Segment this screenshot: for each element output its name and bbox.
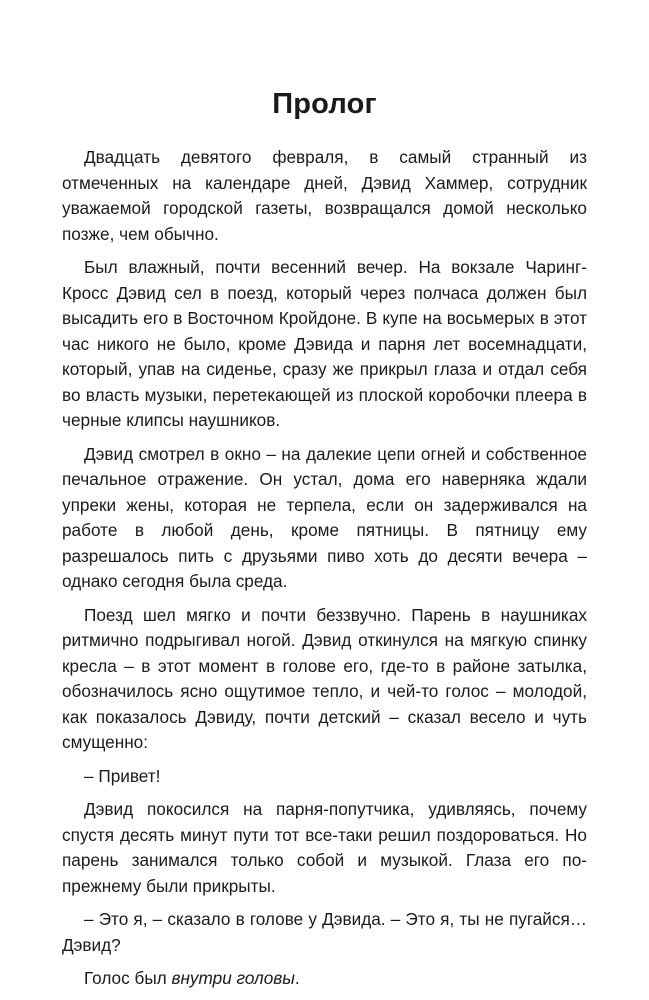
paragraph-2: Был влажный, почти весенний вечер. На вокзале Чаринг-Кросс Дэвид сел в поезд, который через полчаса должен был высадить его в Восточном Кройдоне. В купе на восьмерых в этот час никого не было, кроме Дэвида и парня лет восемнадцати, который, упав на сиденье, сразу же прикрыл глаза и отдал себя во власть музыки, перетекающей из плоской коробочки плеера в черные клипсы наушников. (62, 257, 587, 430)
paragraph-1: Двадцать девятого февраля, в самый странный из отмеченных на календаре дней, Дэвид Хаммер, сотрудник уважаемой городской газеты, возвращался домой несколько позже, чем обычно. (62, 147, 587, 244)
book-page (62, 0, 587, 1000)
chapter-text (62, 145, 587, 1000)
paragraph-8-emphasis: внутри головы (171, 968, 295, 988)
paragraph-8-prefix: Голос был (84, 968, 172, 988)
paragraph-8-suffix: . (294, 968, 300, 988)
chapter-title: Пролог (272, 88, 377, 120)
paragraph-5-greeting: – Привет! (84, 765, 161, 786)
paragraph-7-dialogue: – Это я, – сказало в голове у Дэвида. – Это я, ты не пугайся… Дэвид? (62, 909, 587, 955)
paragraph-6: Дэвид покосился на парня-попутчика, удивляясь, почему спустя десять минут пути тот все-таки решил поздороваться. Но парень занимался только собой и музыкой. Глаза его по-прежнему были прикрыты. (62, 799, 587, 896)
paragraph-4: Поезд шел мягко и почти беззвучно. Парень в наушниках ритмично подрыгивал ногой. Дэвид откинулся на мягкую спинку кресла – в этот момент в голове его, где-то в районе затылка, обозначилось ясно ощутимое тепло, и чей-то голос – молодой, как показалось Дэвиду, почти детский – сказал весело и чуть смущенно: (62, 604, 587, 752)
paragraph-8 (62, 966, 587, 992)
paragraph-3: Дэвид смотрел в окно – на далекие цепи огней и собственное печальное отражение. Он устал, дома его наверняка ждали упреки жены, которая не терпела, если он задерживался на работе в любой день, кроме пятницы. В пятницу ему разрешалось пить с друзьями пиво хоть до десяти вечера – однако сегодня была среда. (62, 443, 587, 591)
